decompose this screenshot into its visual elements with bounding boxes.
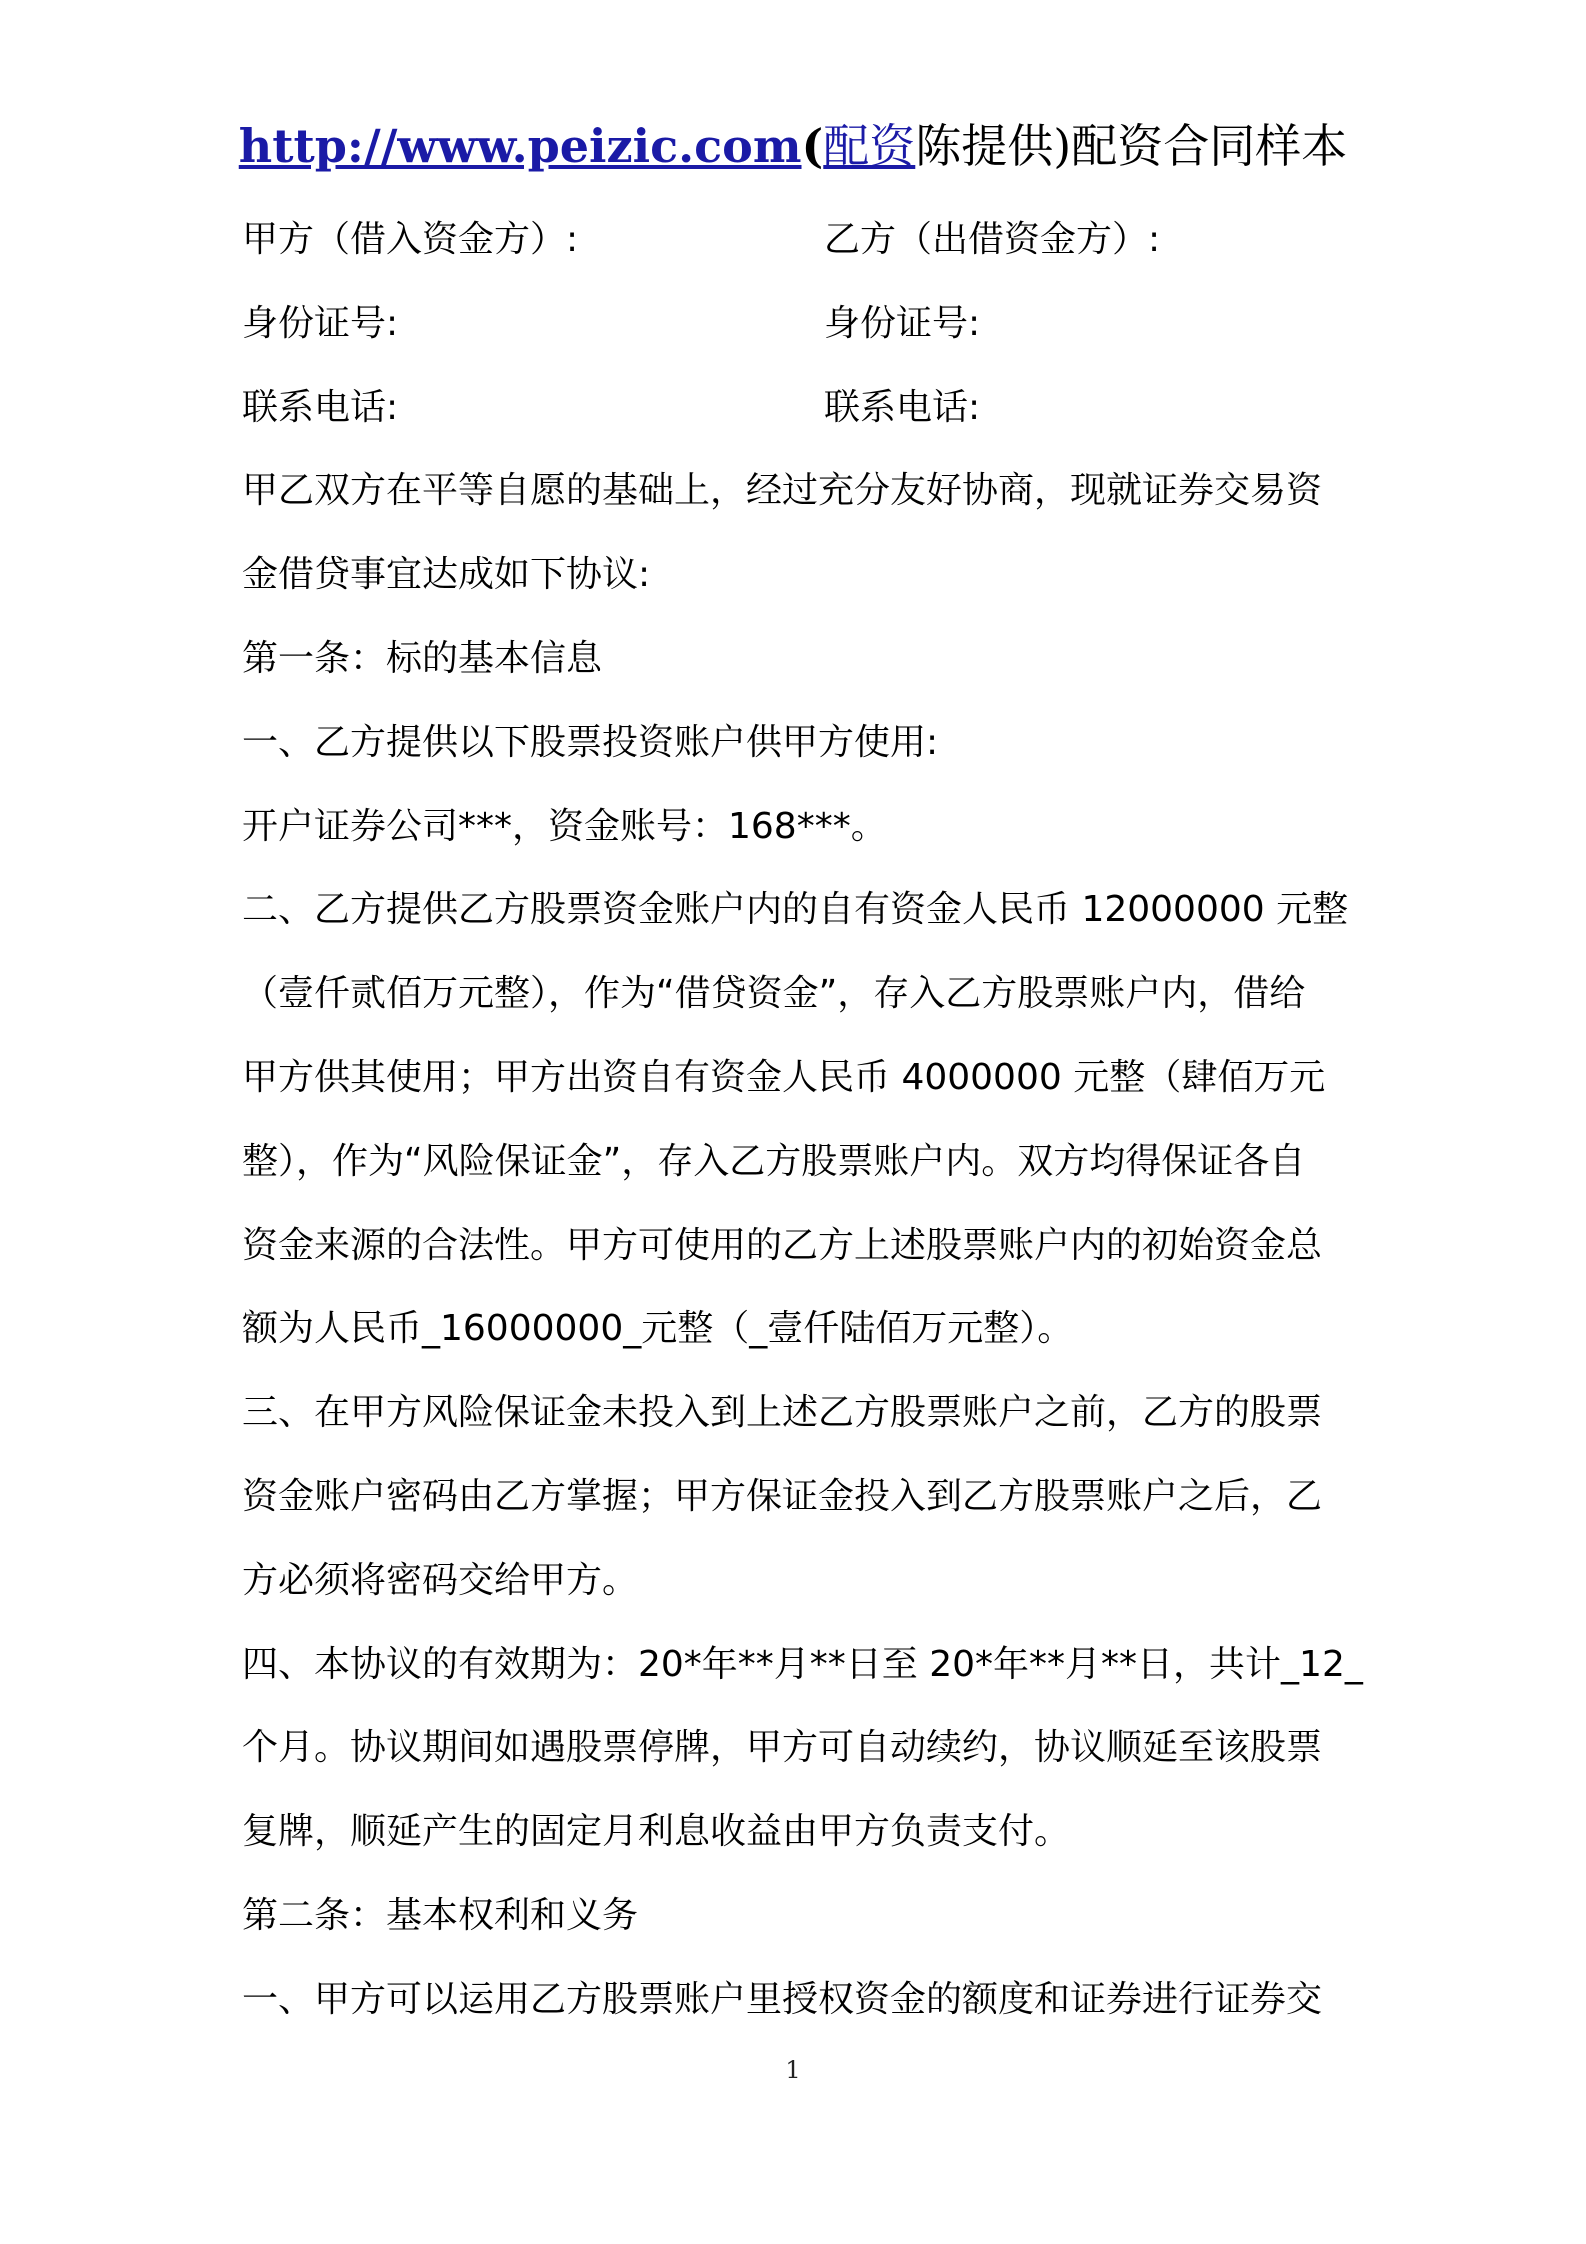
text-line: 方必须将密码交给甲方。 (242, 1559, 639, 1601)
text-line: 个月。协议期间如遇股票停牌，甲方可自动续约，协议顺延至该股票 (242, 1727, 1323, 1769)
id-right: 身份证号: (824, 302, 981, 344)
text-line: 三、在甲方风险保证金未投入到上述乙方股票账户之前，乙方的股票 (242, 1392, 1323, 1434)
party-row (242, 198, 1352, 282)
page-number: 1 (785, 2056, 801, 2084)
text-line: 金借贷事宜达成如下协议: (242, 554, 651, 596)
phone-row (242, 366, 1352, 450)
text-line: 四、本协议的有效期为：20*年**月**日至 20*年**月**日，共计_12_ (242, 1643, 1363, 1685)
text-line: 一、乙方提供以下股票投资账户供甲方使用: (242, 721, 939, 763)
text-line: 额为人民币_16000000_元整（_壹仟陆佰万元整）。 (242, 1308, 1074, 1350)
text-line: 复牌，顺延产生的固定月利息收益由甲方负责支付。 (242, 1811, 1071, 1853)
section-heading: 第二条：基本权利和义务 (242, 1894, 639, 1936)
document-title (0, 118, 1586, 174)
text-line: 甲乙双方在平等自愿的基础上，经过充分友好协商，现就证券交易资 (242, 470, 1323, 512)
document-body (242, 198, 1363, 2042)
phone-right: 联系电话: (824, 386, 981, 428)
title-rest: 陈提供)配资合同样本 (915, 119, 1348, 173)
party-left: 甲方（借入资金方）: (242, 219, 579, 260)
text-line: 开户证券公司***，资金账号：168***。 (242, 805, 887, 847)
text-line: 整），作为“风险保证金”，存入乙方股票账户内。双方均得保证各自 (242, 1140, 1306, 1182)
title-url-link[interactable]: http://www.peizic.com (238, 119, 802, 173)
title-link-word[interactable]: 配资 (823, 119, 916, 173)
text-line: 一、甲方可以运用乙方股票账户里授权资金的额度和证券进行证券交 (242, 1978, 1323, 2020)
text-line: 资金账户密码由乙方掌握；甲方保证金投入到乙方股票账户之后，乙 (242, 1475, 1323, 1517)
phone-left: 联系电话: (242, 386, 399, 428)
section-heading: 第一条：标的基本信息 (242, 637, 603, 679)
id-row (242, 282, 1352, 366)
title-open-paren: ( (801, 119, 824, 173)
text-line: 资金来源的合法性。甲方可使用的乙方上述股票账户内的初始资金总 (242, 1224, 1323, 1266)
text-line: 甲方供其使用；甲方出资自有资金人民币 4000000 元整（肆佰万元 (242, 1056, 1326, 1098)
text-line: （壹仟贰佰万元整），作为“借贷资金”，存入乙方股票账户内，借给 (242, 973, 1306, 1015)
id-left: 身份证号: (242, 302, 399, 344)
party-right: 乙方（出借资金方）: (824, 219, 1161, 260)
text-line: 二、乙方提供乙方股票资金账户内的自有资金人民币 12000000 元整 (242, 889, 1349, 931)
